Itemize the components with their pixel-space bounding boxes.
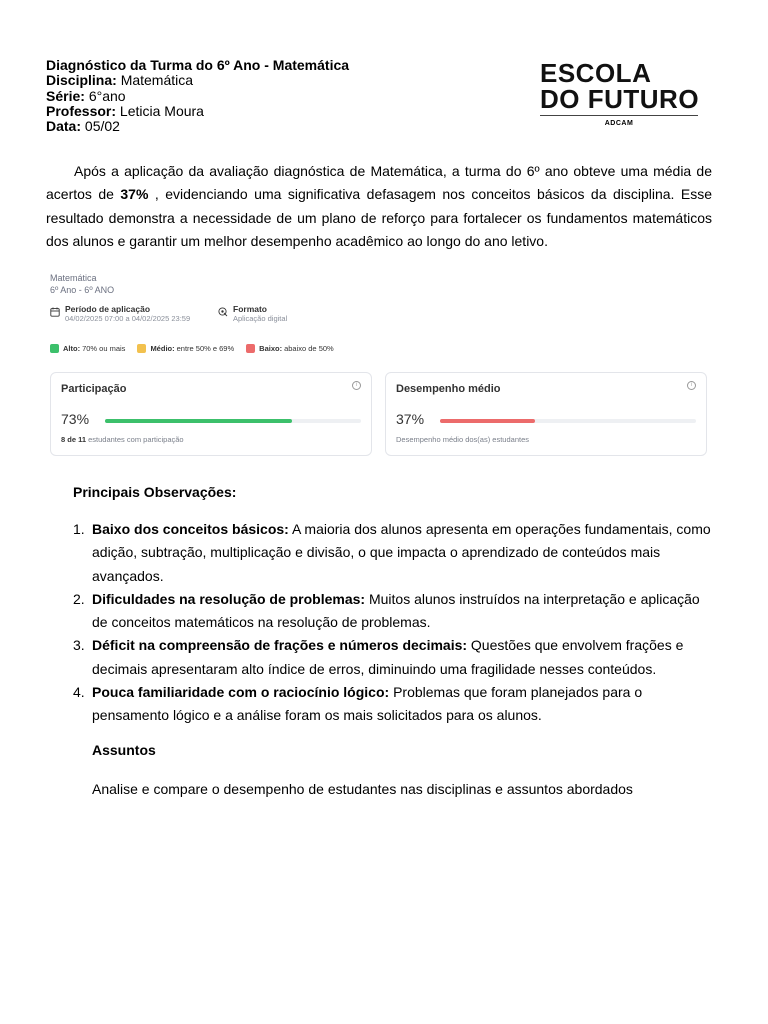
subject-grade: 6º Ano - 6º ANO [50, 285, 115, 295]
observacoes-list [73, 518, 712, 728]
item-bold: Déficit na compreensão de frações e números decimais: [92, 637, 468, 654]
item-bold: Baixo dos conceitos básicos: [92, 521, 289, 537]
assuntos-text: Analise e compare o desempenho de estudantes nas disciplinas e assuntos abordados [92, 781, 633, 797]
professor-value: Leticia Moura [119, 102, 204, 119]
item-number: 4. [73, 684, 85, 701]
data-value: 05/02 [84, 118, 120, 135]
desempenho-card [385, 372, 707, 456]
info-icon[interactable]: i [687, 381, 696, 390]
participacao-note-count: 8 de 11 [61, 435, 87, 444]
legend-item-baixo [246, 344, 334, 353]
item-number: 3. [73, 637, 85, 654]
observacoes-title: Principais Observações: [73, 484, 237, 500]
panel-subject [50, 272, 114, 296]
list-item [73, 518, 712, 588]
intro-text-after: , evidenciando uma significativa defasagem nos conceitos básicos da disciplina. Esse resultado demonstra a necessidade de um plano de reforço para fortalecer os fundamentos matemáticos dos alunos e garantir um melhor desempenho acadêmico ao longo do ano letivo. [46, 186, 712, 249]
legend-bold-alto: Alto: [63, 344, 81, 353]
item-bold: Dificuldades na resolução de problemas: [92, 590, 366, 607]
legend-swatch-alto [50, 344, 59, 353]
disciplina-label: Disciplina: [46, 72, 117, 89]
formato-meta [218, 304, 287, 324]
formato-title: Formato [233, 304, 267, 314]
serie-value: 6°ano [88, 87, 126, 104]
legend-item-medio [137, 344, 234, 353]
participacao-title: Participação [61, 383, 127, 395]
participacao-progress-track [105, 419, 361, 423]
participacao-note-text: estudantes com participação [86, 435, 184, 444]
assuntos-title: Assuntos [92, 742, 156, 758]
periodo-value: 04/02/2025 07:00 a 04/02/2025 23:59 [65, 314, 191, 323]
legend-text-alto: 70% ou mais [82, 344, 126, 353]
desempenho-progress-fill [440, 419, 535, 423]
desempenho-progress-track [440, 419, 696, 423]
participacao-percent: 73% [61, 411, 90, 427]
legend-bold-medio: Médio: [150, 344, 175, 353]
legend-text-medio: entre 50% e 69% [176, 344, 235, 353]
professor-label: Professor: [46, 102, 117, 119]
item-text: Problemas que foram planejados para o pensamento lógico e a análise foram os mais solicitados para os alunos. [92, 684, 643, 724]
logo-line1: ESCOLA [540, 58, 652, 88]
periodo-meta [50, 304, 190, 324]
logo-rule [540, 115, 698, 116]
disciplina-value: Matemática [120, 72, 194, 89]
legend-swatch-baixo [246, 344, 255, 353]
item-number: 1. [73, 521, 85, 537]
legend-swatch-medio [137, 344, 146, 353]
legend-bold-baixo: Baixo: [259, 344, 283, 353]
list-item [73, 681, 712, 728]
calendar-icon [50, 307, 60, 317]
participacao-card [50, 372, 372, 456]
legend-text-baixo: abaixo de 50% [284, 344, 334, 353]
list-item [73, 634, 712, 681]
item-text: A maioria dos alunos apresenta em operações fundamentais, como adição, subtração, multiplicação e divisão, o que impacta o aprendizado de conteúdos mais avançados. [92, 521, 711, 584]
participacao-note [61, 435, 184, 444]
formato-value: Aplicação digital [233, 314, 288, 323]
item-text: Muitos alunos instruídos na interpretação e aplicação de conceitos matemáticos na resolução de problemas. [92, 590, 700, 631]
data-label: Data: [46, 118, 82, 135]
assessment-panel [48, 268, 710, 458]
logo-sub: ADCAM [604, 120, 634, 127]
serie-label: Série: [46, 87, 85, 104]
performance-legend [50, 344, 334, 353]
info-icon[interactable]: i [352, 381, 361, 390]
item-bold: Pouca familiaridade com o raciocínio lógico: [92, 684, 390, 701]
legend-item-alto [50, 344, 125, 353]
subject-name: Matemática [50, 273, 97, 283]
logo-line2: DO FUTURO [540, 84, 700, 114]
document-title: Diagnóstico da Turma do 6º Ano - Matemática [46, 57, 350, 73]
item-number: 2. [73, 590, 85, 607]
list-item [73, 588, 712, 635]
digital-format-icon [218, 307, 228, 317]
intro-paragraph [46, 160, 712, 253]
item-text: Questões que envolvem frações e decimais apresentaram alto índice de erros, diminuindo uma fragilidade nesses conteúdos. [92, 637, 684, 677]
intro-text-before: Após a aplicação da avaliação diagnóstica de Matemática, a turma do 6º ano obteve uma média de acertos de [46, 163, 712, 203]
desempenho-percent: 37% [396, 411, 425, 427]
desempenho-title: Desempenho médio [396, 383, 501, 395]
intro-highlight: 37% [120, 186, 149, 203]
school-logo [540, 60, 700, 130]
periodo-title: Período de aplicação [65, 304, 151, 314]
desempenho-note: Desempenho médio dos(as) estudantes [396, 435, 529, 444]
participacao-progress-fill [105, 419, 292, 423]
document-header [46, 58, 349, 134]
